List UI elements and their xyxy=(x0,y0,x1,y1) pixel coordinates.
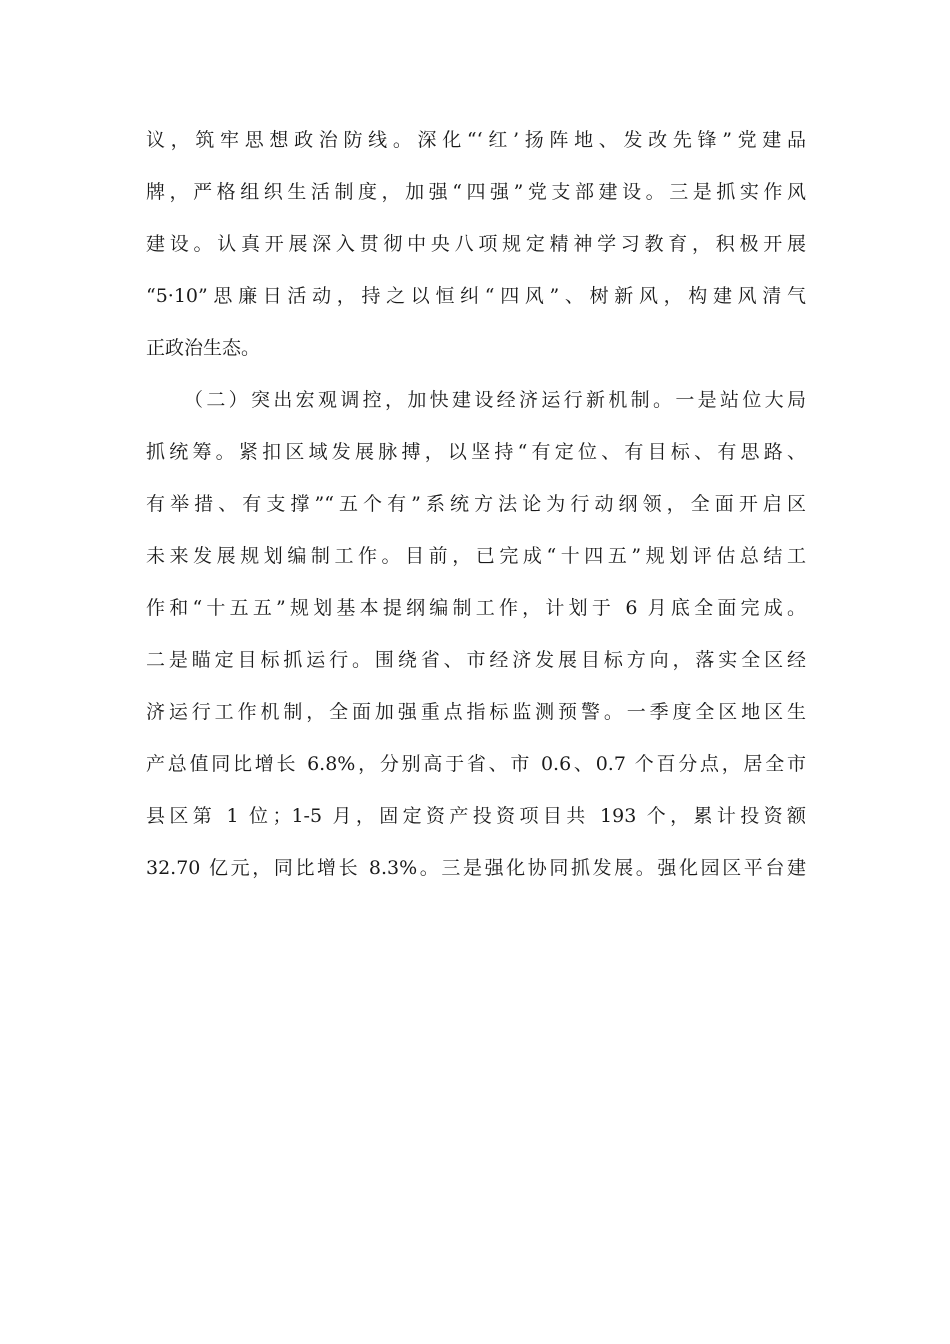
text-line: 未来发展规划编制工作。目前，已完成“十四五”规划评估总结工 xyxy=(146,545,806,567)
paragraph-end-line: 正政治生态。 xyxy=(146,337,261,359)
text-line: “5·10”思廉日活动，持之以恒纠“四风”、树新风，构建风清气 xyxy=(146,285,806,307)
text-line: 济运行工作机制，全面加强重点指标监测预警。一季度全区地区生 xyxy=(146,701,806,723)
text-line: 二是瞄定目标抓运行。围绕省、市经济发展目标方向，落实全区经 xyxy=(146,649,806,671)
text-line: 作和“十五五”规划基本提纲编制工作，计划于 6 月底全面完成。 xyxy=(146,597,806,619)
text-line: 议，筑牢思想政治防线。深化“‘红’扬阵地、发改先锋”党建品 xyxy=(146,129,806,151)
text-line: 32.70 亿元，同比增长 8.3%。三是强化协同抓发展。强化园区平台建 xyxy=(146,857,806,879)
section-heading-line: （二）突出宏观调控，加快建设经济运行新机制。一是站位大局 xyxy=(184,389,806,411)
text-line: 产总值同比增长 6.8%，分别高于省、市 0.6、0.7 个百分点，居全市 xyxy=(146,753,806,775)
document-body xyxy=(146,118,806,898)
text-line: 县区第 1 位；1-5 月，固定资产投资项目共 193 个，累计投资额 xyxy=(146,805,806,827)
text-line: 建设。认真开展深入贯彻中央八项规定精神学习教育，积极开展 xyxy=(146,233,806,255)
text-line: 抓统筹。紧扣区域发展脉搏，以坚持“有定位、有目标、有思路、 xyxy=(146,441,806,463)
text-line: 有举措、有支撑”“五个有”系统方法论为行动纲领，全面开启区 xyxy=(146,493,806,515)
text-line: 牌，严格组织生活制度，加强“四强”党支部建设。三是抓实作风 xyxy=(146,181,806,203)
